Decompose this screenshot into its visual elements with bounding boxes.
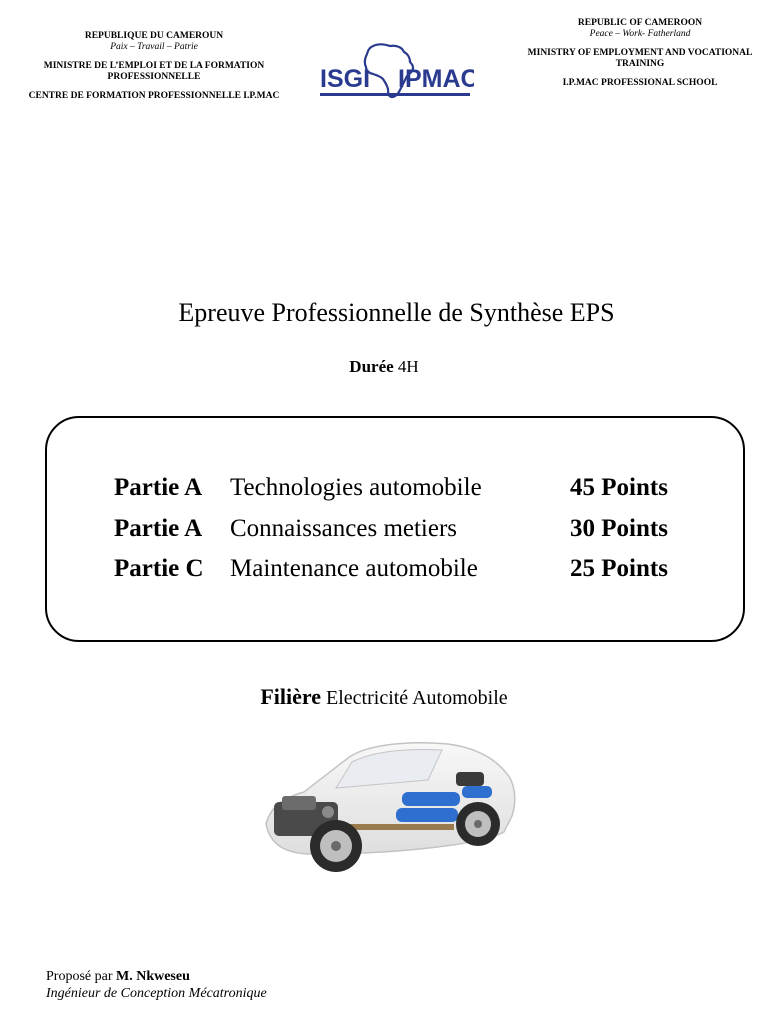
logo-right-text: IPMAC — [398, 65, 474, 93]
part-row — [47, 555, 747, 595]
part-label: Partie C — [114, 555, 204, 582]
part-subject: Technologies automobile — [230, 474, 482, 501]
duration-value: 4H — [397, 357, 419, 376]
part-label: Partie A — [114, 515, 203, 542]
author-role: Ingénieur de Conception Mécatronique — [46, 986, 267, 1001]
header-right-motto: Peace – Work- Fatherland — [589, 29, 691, 39]
part-subject: Maintenance automobile — [230, 555, 478, 582]
duration-label: Durée — [349, 357, 394, 376]
header-right-country: REPUBLIC OF CAMEROON — [577, 18, 703, 28]
author-prefix: Proposé par — [46, 969, 113, 984]
exam-duration — [0, 357, 768, 377]
filiere-value: Electricité Automobile — [326, 687, 508, 709]
part-row — [47, 515, 747, 555]
part-points: 45 Points — [570, 474, 668, 501]
header-left-country: REPUBLIQUE DU CAMEROUN — [84, 31, 224, 41]
part-row — [47, 474, 747, 514]
part-subject: Connaissances metiers — [230, 515, 458, 542]
isgi-ipmac-logo — [318, 40, 474, 102]
header-left — [12, 31, 296, 102]
author-name: M. Nkweseu — [116, 969, 190, 984]
header-left-school: CENTRE DE FORMATION PROFESSIONNELLE I.P.MAC — [28, 91, 280, 101]
filiere-label: Filière — [260, 684, 322, 709]
author-block — [46, 968, 267, 1002]
part-points: 25 Points — [570, 555, 668, 582]
part-points: 30 Points — [570, 515, 668, 542]
car-cutaway-image — [252, 728, 520, 888]
header-right-ministry: MINISTRY OF EMPLOYMENT AND VOCATIONAL TRAINING — [527, 48, 753, 69]
part-label: Partie A — [114, 474, 203, 501]
header-right — [512, 18, 768, 89]
filiere — [0, 684, 768, 710]
logo-left-text: ISGI — [320, 65, 371, 93]
header-right-school: I.P.MAC PROFESSIONAL SCHOOL — [562, 78, 718, 88]
exam-parts-box — [45, 416, 745, 642]
exam-title: Epreuve Professionnelle de Synthèse EPS — [178, 298, 615, 327]
header-left-ministry: MINISTRE DE L’EMPLOI ET DE LA FORMATION PROFESSIONNELLE — [43, 61, 265, 82]
header-left-motto: Paix – Travail – Patrie — [110, 42, 198, 52]
